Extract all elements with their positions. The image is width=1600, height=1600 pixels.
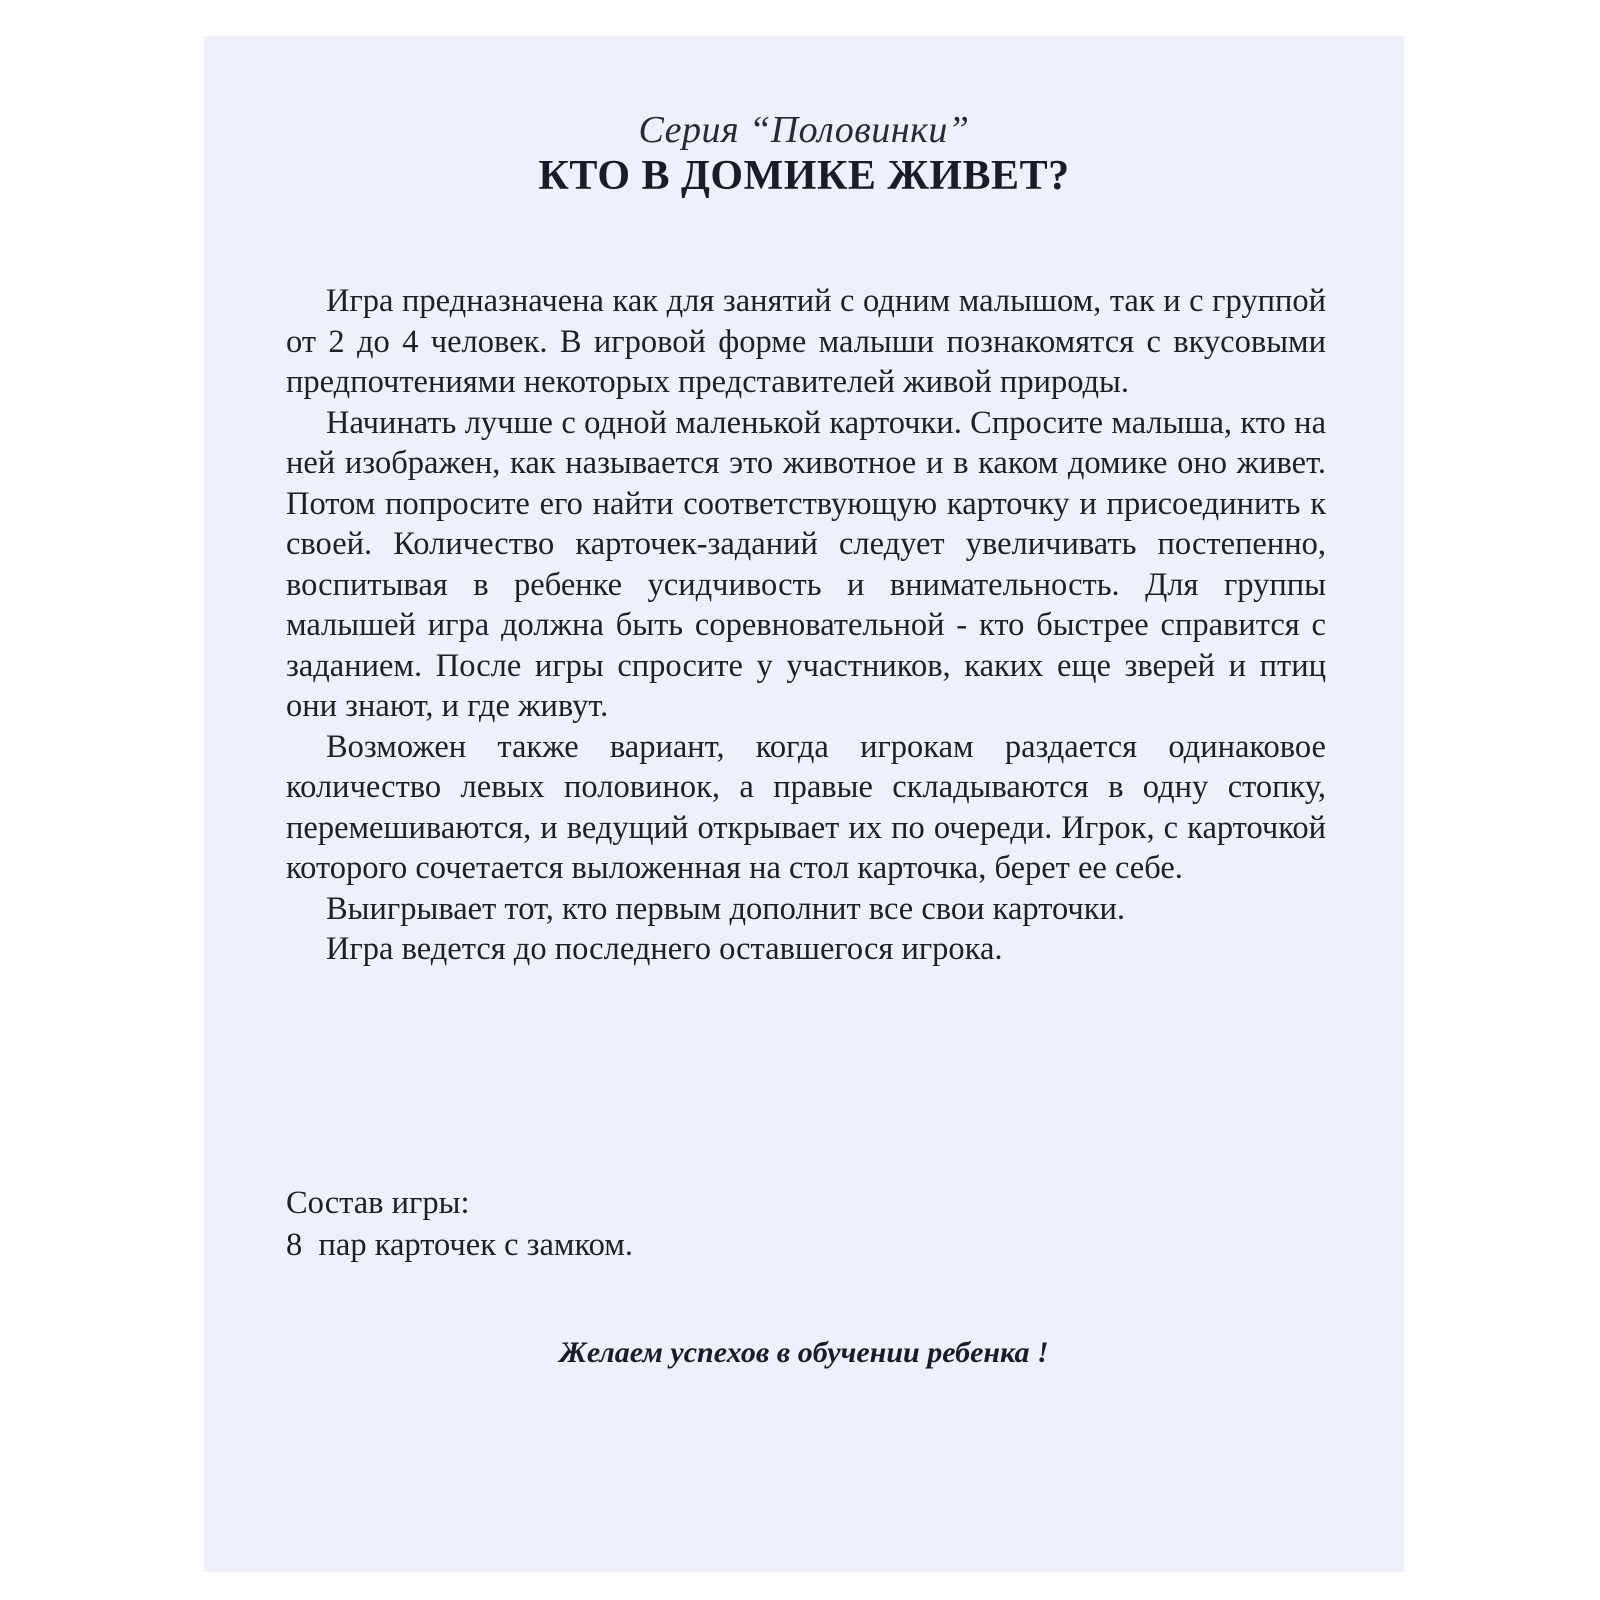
page-title: КТО В ДОМИКЕ ЖИВЕТ? <box>538 153 1070 199</box>
instructions-body <box>286 281 1326 970</box>
instruction-sheet <box>204 36 1404 1572</box>
series-title: Серия “Половинки” <box>638 109 970 151</box>
paragraph-intro: Игра предназначена как для занятий с одним малышом, так и с группой от 2 до 4 человек. В игровой форме малыши познакомятся с вкусовыми предпочтениями некоторых представителей живой природы. <box>286 283 1326 400</box>
paragraph-game-end: Игра ведется до последнего оставшегося игрока. <box>326 931 1003 967</box>
paragraph-winner: Выигрывает тот, кто первым дополнит все свои карточки. <box>326 890 1126 927</box>
closing-wish: Желаем успехов в обучении ребенка ! <box>559 1336 1049 1369</box>
paragraph-variant: Возможен также вариант, когда игрокам раздается одинаковое количество левых половинок, а правые складываются в одну стопку, перемешиваются, и ведущий открывает их по очереди. Игрок, с карточкой которого сочетается выложенная на стол карточка, берет ее себе. <box>286 728 1326 886</box>
paragraph-how-to-start: Начинать лучше с одной маленькой карточки. Спросите малыша, кто на ней изображен, как называется это животное и в каком домике оно живет. Потом попросите его найти соответствующую карточку и присоединить к своей. Количество карточек-заданий следует увеличивать постепенно, воспитывая в ребенке усидчивость и внимательность. Для группы малышей игра должна быть соревновательной - кто быстрее справится с заданием. После игры спросите у участников, каких еще зверей и птиц они знают, и где живут. <box>286 404 1326 724</box>
game-composition <box>286 1182 633 1266</box>
composition-content: 8 пар карточек с замком. <box>286 1227 633 1263</box>
composition-label: Состав игры: <box>286 1185 470 1221</box>
